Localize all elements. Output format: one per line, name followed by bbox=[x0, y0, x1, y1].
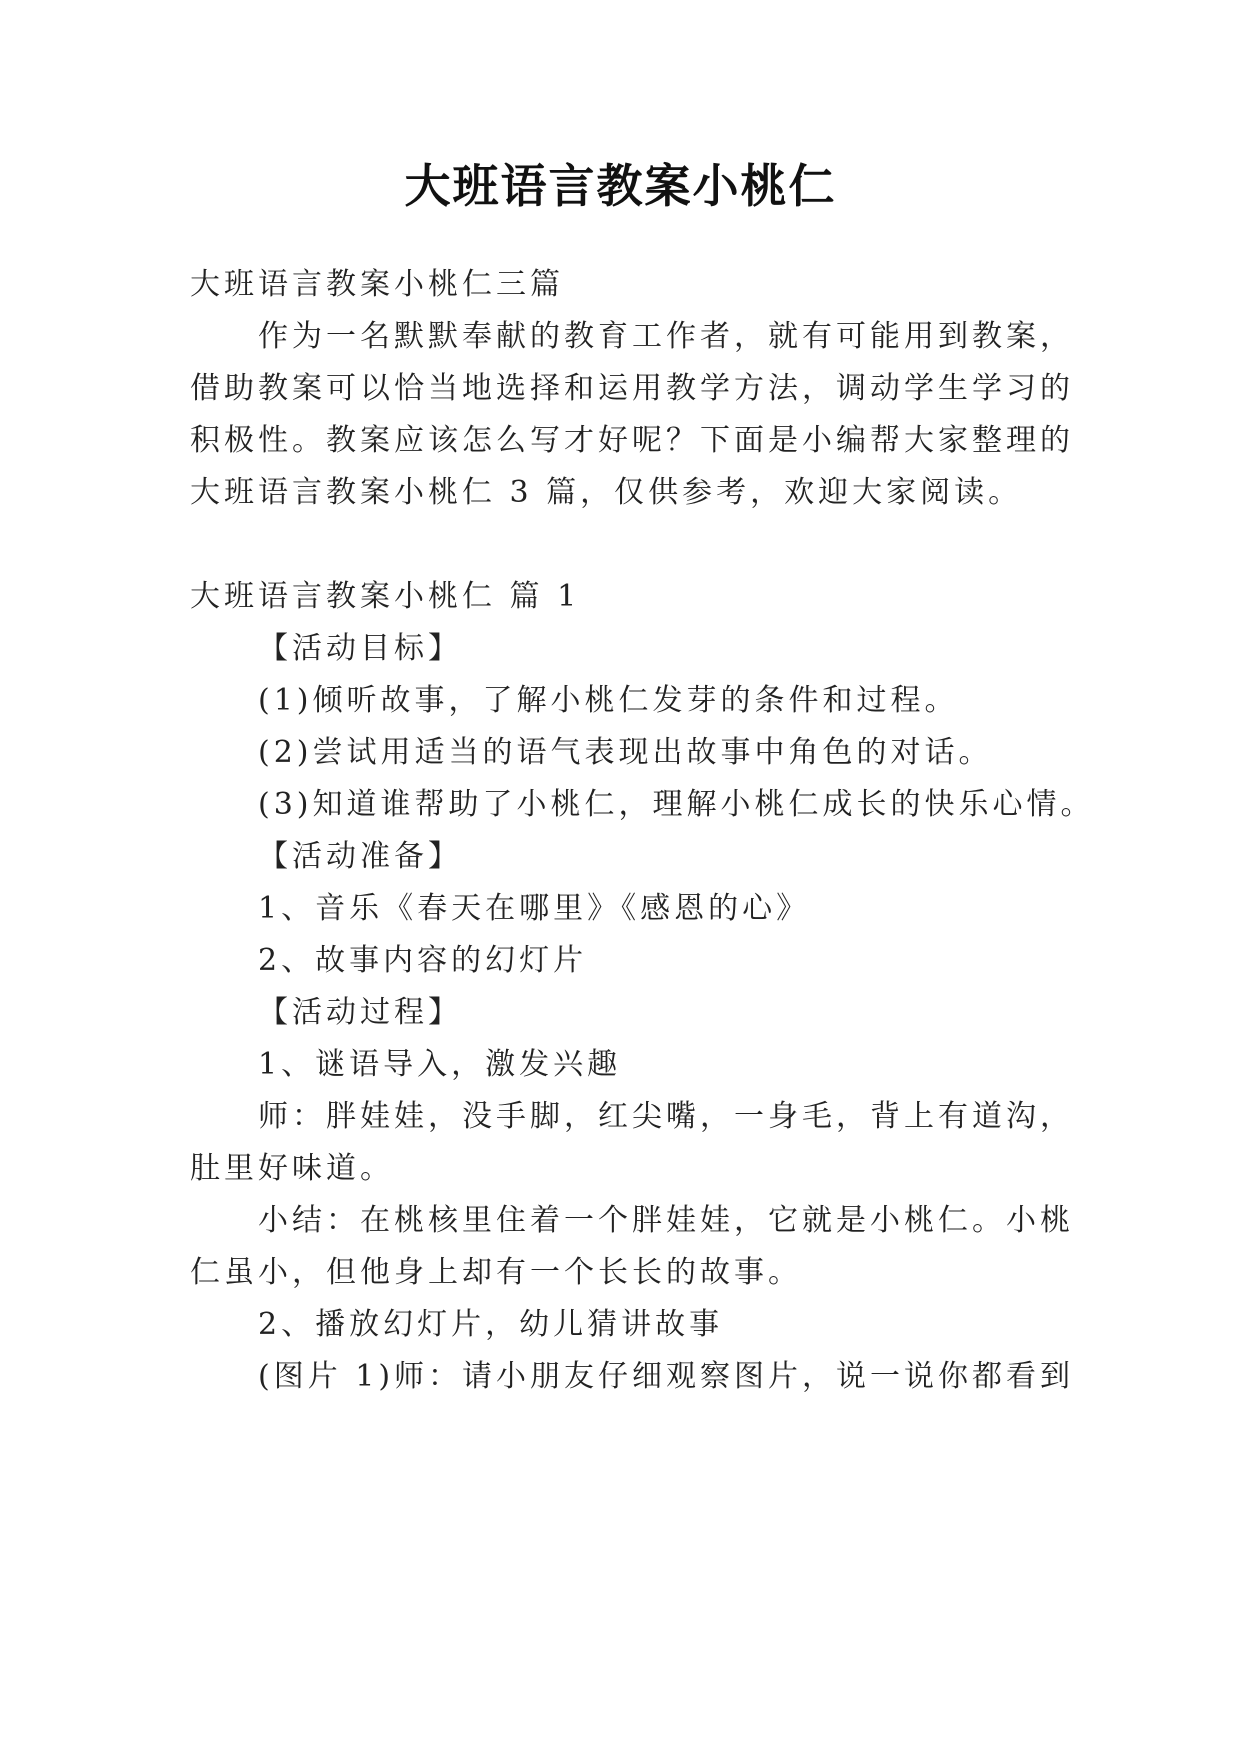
body-line: 小结：在桃核里住着一个胖娃娃，它就是小桃仁。小桃 bbox=[258, 1203, 1074, 1238]
body-line: 1、音乐《春天在哪里》《感恩的心》 bbox=[258, 891, 811, 926]
body-line: 2、播放幻灯片，幼儿猜讲故事 bbox=[258, 1307, 724, 1342]
document-subtitle: 大班语言教案小桃仁三篇 bbox=[190, 267, 564, 302]
body-line: (1)倾听故事，了解小桃仁发芽的条件和过程。 bbox=[258, 683, 959, 718]
intro-line: 积极性。教案应该怎么写才好呢？下面是小编帮大家整理的 bbox=[190, 423, 1074, 458]
body-line: 仁虽小，但他身上却有一个长长的故事。 bbox=[190, 1255, 802, 1290]
body-line: 肚里好味道。 bbox=[190, 1151, 394, 1186]
body-line: 2、故事内容的幻灯片 bbox=[258, 943, 588, 978]
body-line: 1、谜语导入，激发兴趣 bbox=[258, 1047, 622, 1082]
body-line: (2)尝试用适当的语气表现出故事中角色的对话。 bbox=[258, 735, 993, 770]
body-line: 师：胖娃娃，没手脚，红尖嘴，一身毛，背上有道沟， bbox=[258, 1099, 1074, 1134]
body-heading: 【活动目标】 bbox=[258, 631, 462, 666]
document-title: 大班语言教案小桃仁 bbox=[404, 159, 837, 213]
body-heading: 【活动过程】 bbox=[258, 995, 462, 1030]
body-heading: 【活动准备】 bbox=[258, 839, 462, 874]
intro-line: 作为一名默默奉献的教育工作者，就有可能用到教案， bbox=[258, 319, 1074, 354]
body-line: (图片 1)师：请小朋友仔细观察图片，说一说你都看到 bbox=[258, 1359, 1075, 1394]
body-line: (3)知道谁帮助了小桃仁，理解小桃仁成长的快乐心情。 bbox=[258, 787, 1095, 822]
intro-line: 大班语言教案小桃仁 3 篇，仅供参考，欢迎大家阅读。 bbox=[190, 475, 1023, 510]
intro-line: 借助教案可以恰当地选择和运用教学方法，调动学生学习的 bbox=[190, 371, 1074, 406]
section-heading: 大班语言教案小桃仁 篇 1 bbox=[190, 579, 581, 614]
